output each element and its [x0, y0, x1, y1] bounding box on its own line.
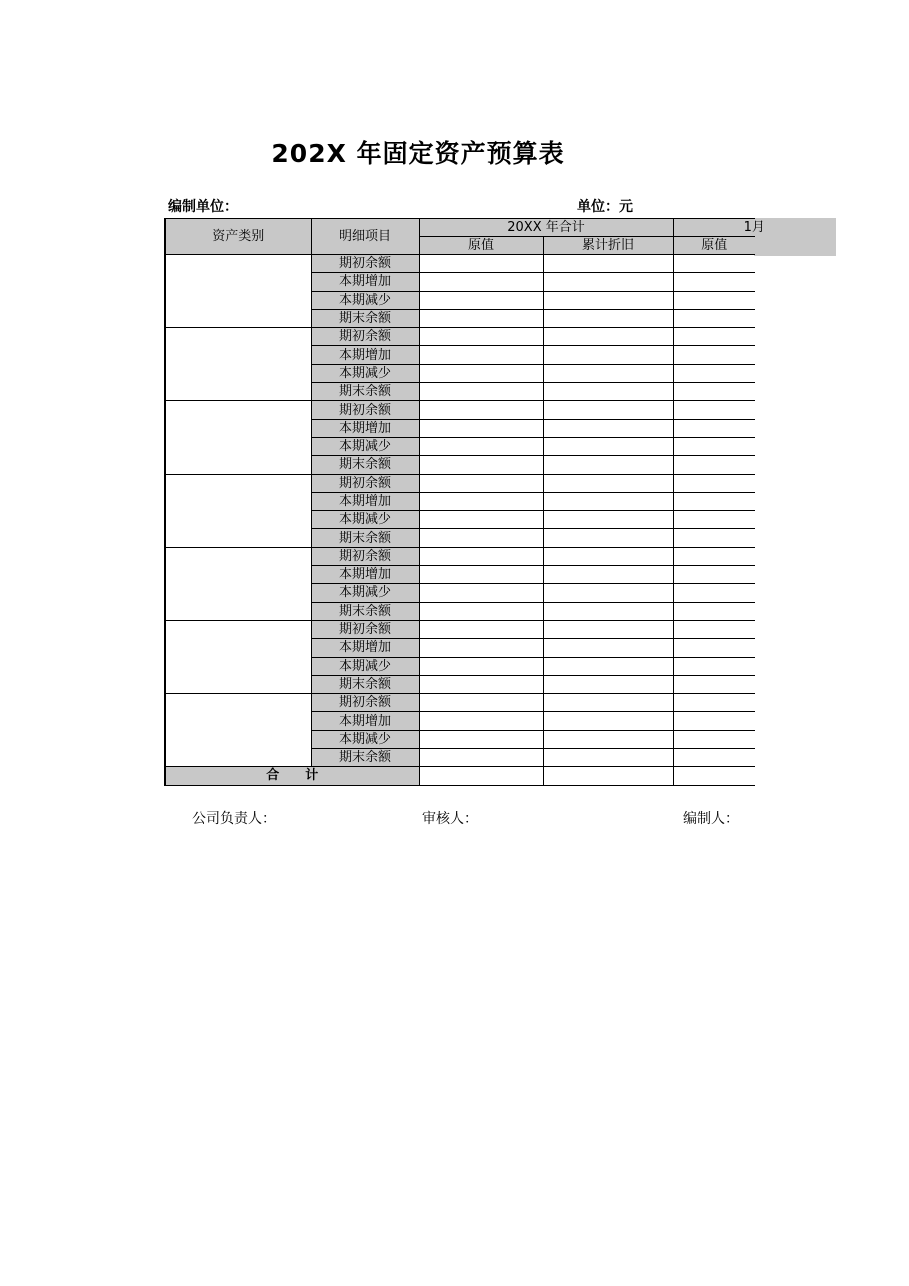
detail-item-cell: 本期增加	[311, 346, 419, 364]
year-original-value-cell[interactable]	[419, 584, 543, 602]
year-original-value-cell[interactable]	[419, 492, 543, 510]
year-accum-depreciation-cell[interactable]	[543, 401, 673, 419]
detail-item-cell: 本期减少	[311, 730, 419, 748]
year-accum-depreciation-cell[interactable]	[543, 456, 673, 474]
year-original-value-cell[interactable]	[419, 309, 543, 327]
detail-item-cell: 本期减少	[311, 511, 419, 529]
reviewer-label: 审核人：	[422, 811, 478, 827]
detail-header: 明细项目	[311, 219, 419, 255]
detail-item-cell: 期初余额	[311, 401, 419, 419]
year-original-value-cell[interactable]	[419, 749, 543, 767]
month-original-value-cell[interactable]	[673, 291, 755, 309]
table-row	[165, 474, 755, 492]
month-original-value-cell[interactable]	[673, 529, 755, 547]
year-accum-depreciation-cell[interactable]	[543, 492, 673, 510]
month-original-value-cell[interactable]	[673, 712, 755, 730]
year-original-value-cell[interactable]	[419, 346, 543, 364]
year-accum-depreciation-cell[interactable]	[543, 584, 673, 602]
detail-item-cell: 期末余额	[311, 456, 419, 474]
year-accum-depreciation-cell[interactable]	[543, 383, 673, 401]
year-accum-depreciation-cell[interactable]	[543, 620, 673, 638]
detail-item-cell: 期初余额	[311, 328, 419, 346]
detail-item-cell: 期初余额	[311, 255, 419, 273]
detail-item-cell: 期末余额	[311, 675, 419, 693]
accum-depreciation-header: 累计折旧	[543, 237, 673, 255]
month-original-value-cell[interactable]	[673, 730, 755, 748]
month-original-value-cell[interactable]	[673, 383, 755, 401]
month-original-value-cell[interactable]	[673, 474, 755, 492]
table-row	[165, 547, 755, 565]
year-original-value-cell[interactable]	[419, 456, 543, 474]
asset-category-cell[interactable]	[165, 401, 311, 474]
month-original-value-cell[interactable]	[673, 749, 755, 767]
year-accum-depreciation-cell[interactable]	[543, 309, 673, 327]
month-original-value-header: 原值	[673, 237, 755, 255]
year-original-value-cell[interactable]	[419, 511, 543, 529]
month-original-value-cell[interactable]	[673, 401, 755, 419]
asset-budget-table	[164, 218, 765, 786]
year-accum-depreciation-cell[interactable]	[543, 657, 673, 675]
year-original-value-cell[interactable]	[419, 566, 543, 584]
year-accum-depreciation-cell[interactable]	[543, 511, 673, 529]
company-head-label: 公司负责人：	[192, 811, 276, 827]
detail-item-cell: 本期增加	[311, 566, 419, 584]
year-accum-depreciation-cell[interactable]	[543, 255, 673, 273]
year-accum-depreciation-cell[interactable]	[543, 694, 673, 712]
table-row	[165, 694, 755, 712]
year-accum-depreciation-cell[interactable]	[543, 547, 673, 565]
total-label: 合 计	[165, 767, 419, 785]
month-original-value-cell[interactable]	[673, 328, 755, 346]
month-original-value-cell[interactable]	[673, 620, 755, 638]
year-total-header: 20XX 年合计	[419, 219, 673, 237]
page-title: 202X 年固定资产预算表	[271, 139, 565, 168]
month-original-value-cell[interactable]	[673, 273, 755, 291]
year-accum-depreciation-cell[interactable]	[543, 712, 673, 730]
asset-category-cell[interactable]	[165, 328, 311, 401]
month-original-value-cell[interactable]	[673, 639, 755, 657]
month-original-value-cell[interactable]	[673, 547, 755, 565]
detail-item-cell: 期初余额	[311, 547, 419, 565]
year-accum-depreciation-cell[interactable]	[543, 639, 673, 657]
total-month-original-value-cell[interactable]	[673, 767, 755, 785]
month-original-value-cell[interactable]	[673, 584, 755, 602]
detail-item-cell: 期末余额	[311, 529, 419, 547]
table-row	[165, 328, 755, 346]
asset-category-cell[interactable]	[165, 547, 311, 620]
asset-category-cell[interactable]	[165, 620, 311, 693]
year-original-value-cell[interactable]	[419, 419, 543, 437]
month-original-value-cell[interactable]	[673, 657, 755, 675]
detail-item-cell: 本期减少	[311, 291, 419, 309]
month-original-value-cell[interactable]	[673, 492, 755, 510]
month-original-value-cell[interactable]	[673, 511, 755, 529]
table-row	[165, 620, 755, 638]
detail-item-cell: 期末余额	[311, 602, 419, 620]
asset-category-cell[interactable]	[165, 255, 311, 328]
year-accum-depreciation-cell[interactable]	[543, 291, 673, 309]
detail-item-cell: 本期增加	[311, 273, 419, 291]
year-original-value-cell[interactable]	[419, 712, 543, 730]
year-original-value-cell[interactable]	[419, 675, 543, 693]
year-original-value-cell[interactable]	[419, 273, 543, 291]
month-original-value-cell[interactable]	[673, 566, 755, 584]
asset-category-cell[interactable]	[165, 694, 311, 767]
year-accum-depreciation-cell[interactable]	[543, 419, 673, 437]
detail-item-cell: 本期减少	[311, 584, 419, 602]
org-unit-label: 编制单位：	[168, 199, 238, 215]
year-original-value-cell[interactable]	[419, 547, 543, 565]
detail-item-cell: 本期增加	[311, 639, 419, 657]
year-accum-depreciation-cell[interactable]	[543, 346, 673, 364]
month-original-value-cell[interactable]	[673, 456, 755, 474]
detail-item-cell: 本期减少	[311, 657, 419, 675]
year-original-value-cell[interactable]	[419, 328, 543, 346]
total-original-value-cell[interactable]	[419, 767, 543, 785]
detail-item-cell: 期初余额	[311, 474, 419, 492]
total-accum-depreciation-cell[interactable]	[543, 767, 673, 785]
detail-item-cell: 期初余额	[311, 620, 419, 638]
detail-item-cell: 本期减少	[311, 437, 419, 455]
year-original-value-cell[interactable]	[419, 602, 543, 620]
year-original-value-cell[interactable]	[419, 730, 543, 748]
year-accum-depreciation-cell[interactable]	[543, 273, 673, 291]
year-accum-depreciation-cell[interactable]	[543, 749, 673, 767]
year-accum-depreciation-cell[interactable]	[543, 437, 673, 455]
detail-item-cell: 期末余额	[311, 309, 419, 327]
year-original-value-cell[interactable]	[419, 291, 543, 309]
detail-item-cell: 期末余额	[311, 749, 419, 767]
year-accum-depreciation-cell[interactable]	[543, 675, 673, 693]
original-value-header: 原值	[419, 237, 543, 255]
preparer-label: 编制人：	[683, 811, 739, 827]
year-original-value-cell[interactable]	[419, 694, 543, 712]
detail-item-cell: 本期增加	[311, 419, 419, 437]
month-original-value-cell[interactable]	[673, 419, 755, 437]
table-row	[165, 255, 755, 273]
header-overflow-fill	[754, 218, 836, 256]
year-accum-depreciation-cell[interactable]	[543, 328, 673, 346]
month-original-value-cell[interactable]	[673, 364, 755, 382]
year-original-value-cell[interactable]	[419, 383, 543, 401]
year-accum-depreciation-cell[interactable]	[543, 730, 673, 748]
year-accum-depreciation-cell[interactable]	[543, 602, 673, 620]
month-original-value-cell[interactable]	[673, 437, 755, 455]
detail-item-cell: 本期减少	[311, 364, 419, 382]
table-row	[165, 401, 755, 419]
month-original-value-cell[interactable]	[673, 346, 755, 364]
year-original-value-cell[interactable]	[419, 401, 543, 419]
year-original-value-cell[interactable]	[419, 255, 543, 273]
month-original-value-cell[interactable]	[673, 694, 755, 712]
year-original-value-cell[interactable]	[419, 364, 543, 382]
month-header-text: 1月	[743, 220, 765, 235]
year-accum-depreciation-cell[interactable]	[543, 529, 673, 547]
month-original-value-cell[interactable]	[673, 602, 755, 620]
year-accum-depreciation-cell[interactable]	[543, 474, 673, 492]
year-accum-depreciation-cell[interactable]	[543, 566, 673, 584]
currency-unit-label: 单位：元	[577, 199, 633, 215]
month-header	[673, 219, 765, 237]
detail-item-cell: 期初余额	[311, 694, 419, 712]
year-original-value-cell[interactable]	[419, 437, 543, 455]
month-original-value-cell[interactable]	[673, 675, 755, 693]
detail-item-cell: 本期增加	[311, 492, 419, 510]
total-row	[165, 767, 755, 785]
year-original-value-cell[interactable]	[419, 620, 543, 638]
year-original-value-cell[interactable]	[419, 657, 543, 675]
detail-item-cell: 本期增加	[311, 712, 419, 730]
month-original-value-cell[interactable]	[673, 255, 755, 273]
year-accum-depreciation-cell[interactable]	[543, 364, 673, 382]
category-header: 资产类别	[165, 219, 311, 255]
detail-item-cell: 期末余额	[311, 383, 419, 401]
year-original-value-cell[interactable]	[419, 529, 543, 547]
year-original-value-cell[interactable]	[419, 639, 543, 657]
month-original-value-cell[interactable]	[673, 309, 755, 327]
asset-category-cell[interactable]	[165, 474, 311, 547]
year-original-value-cell[interactable]	[419, 474, 543, 492]
